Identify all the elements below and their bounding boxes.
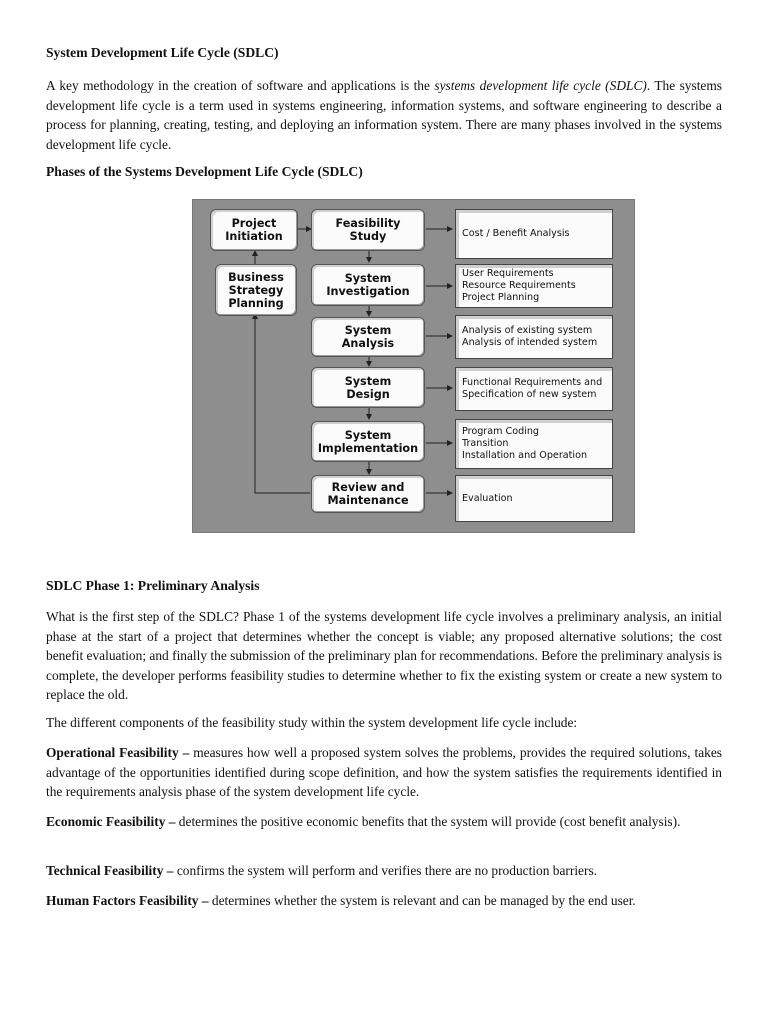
box-label: Strategy xyxy=(228,283,284,297)
feasibility-term: Technical Feasibility – xyxy=(46,863,174,878)
feasibility-desc: measures how well a proposed system solves the problems, provides the required solutions, takes advantage of the opportunities identified during scope definition, and how the system satisfies the requirements identified in the requirements analysis phase of the system development life cycle. xyxy=(46,745,722,799)
box-program-coding xyxy=(455,419,613,469)
box-label: Initiation xyxy=(225,230,283,243)
feasibility-term: Human Factors Feasibility – xyxy=(46,893,209,908)
box-label: System xyxy=(344,272,392,285)
intro-text-end: . The systems development life cycle is a term used in systems engineering, information systems, and software engineering to describe a process for planning, creating, testing, and deploying an information system. There are many phases involved in the systems development life cycle. xyxy=(46,78,722,152)
box-label: Resource Requirements xyxy=(462,280,576,291)
box-label: Study xyxy=(349,230,387,243)
phases-heading: Phases of the Systems Development Life Cycle (SDLC) xyxy=(46,164,363,179)
feasibility-desc: confirms the system will perform and verifies there are no production barriers. xyxy=(173,863,598,878)
box-label: User Requirements xyxy=(462,268,554,279)
components-intro: The different components of the feasibility study within the system development life cycle include: xyxy=(46,715,578,730)
box-system-investigation xyxy=(311,264,425,306)
feasibility-human-factors xyxy=(46,891,722,911)
box-functional-requirements xyxy=(455,367,613,411)
feasibility-operational xyxy=(46,743,722,802)
box-label: Implementation xyxy=(317,441,419,455)
box-requirements xyxy=(455,264,613,308)
box-feasibility-study xyxy=(311,209,425,251)
box-label: Planning xyxy=(228,296,284,310)
intro-paragraph xyxy=(46,76,722,154)
box-project-initiation xyxy=(210,209,298,251)
arrow-review-loop xyxy=(255,314,310,493)
box-label: Program Coding xyxy=(462,426,540,437)
box-business-strategy-planning xyxy=(215,264,297,316)
box-label: Project Planning xyxy=(462,292,540,303)
box-label: System xyxy=(344,428,392,442)
box-label: Functional Requirements and xyxy=(462,377,603,388)
sdlc-diagram xyxy=(192,199,635,533)
box-label: Investigation xyxy=(326,285,410,298)
box-label: Business xyxy=(228,270,284,284)
phase1-heading: SDLC Phase 1: Preliminary Analysis xyxy=(46,578,260,593)
box-label: Maintenance xyxy=(327,494,409,507)
feasibility-economic xyxy=(46,812,722,832)
box-review-maintenance xyxy=(311,475,425,513)
box-label: Installation and Operation xyxy=(462,450,588,461)
box-label: Analysis of intended system xyxy=(462,337,598,348)
box-evaluation xyxy=(455,475,613,522)
box-label: Specification of new system xyxy=(462,389,597,400)
box-label: Analysis of existing system xyxy=(462,325,593,336)
box-label: Design xyxy=(346,387,390,401)
box-system-design xyxy=(311,367,425,408)
box-label: System xyxy=(344,324,392,337)
feasibility-desc: determines whether the system is relevant and can be managed by the end user. xyxy=(208,893,636,908)
box-system-analysis xyxy=(311,317,425,357)
box-label: Review and xyxy=(331,481,405,494)
feasibility-term: Economic Feasibility – xyxy=(46,814,176,829)
box-label: Feasibility xyxy=(335,217,401,230)
box-label: Evaluation xyxy=(462,492,513,504)
intro-italic: systems development life cycle (SDLC) xyxy=(434,78,647,93)
feasibility-term: Operational Feasibility – xyxy=(46,745,190,760)
feasibility-technical xyxy=(46,861,722,881)
page-title: System Development Life Cycle (SDLC) xyxy=(46,45,279,60)
box-label: Transition xyxy=(462,438,509,449)
box-analysis-systems xyxy=(455,315,613,359)
intro-text: A key methodology in the creation of software and applications is the xyxy=(46,78,435,93)
phase1-paragraph: What is the first step of the SDLC? Phase 1 of the systems development life cycle involves a preliminary analysis, an initial phase at the start of a project that determines whether the concept is viable; any proposed alternative solutions; the cost benefit evaluation; and finally the submission of the preliminary plan for recommendations. Before the preliminary analysis is complete, the developer performs feasibility studies to determine whether to fix the existing system or create a new system to replace the old. xyxy=(46,609,722,702)
box-cost-benefit xyxy=(455,209,613,259)
box-label: Project xyxy=(231,217,277,230)
box-system-implementation xyxy=(311,421,425,462)
box-label: System xyxy=(344,374,392,388)
feasibility-desc: determines the positive economic benefits that the system will provide (cost benefit analysis). xyxy=(175,814,681,829)
box-label: Cost / Benefit Analysis xyxy=(462,228,570,239)
box-label: Analysis xyxy=(341,337,395,350)
